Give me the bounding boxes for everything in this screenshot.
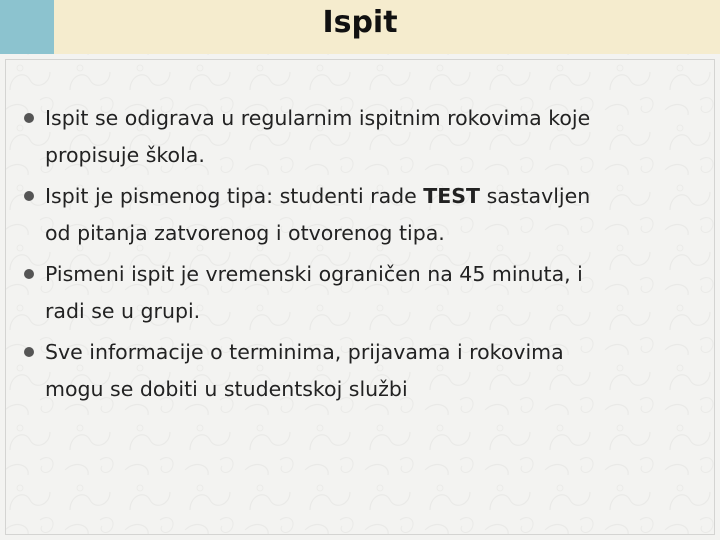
bullet-line: Pismeni ispit je vremenski ograničen na 45 minuta, i (45, 262, 583, 286)
bullet-dot-icon (24, 191, 34, 201)
bullet-line: od pitanja zatvorenog i otvorenog tipa. (45, 221, 445, 245)
bullet-text: Ispit je pismenog tipa: studenti rade (45, 184, 424, 208)
bullet-line (45, 178, 680, 215)
bullet-text: sastavljen (480, 184, 591, 208)
bullet-list (20, 100, 680, 412)
slide-title: Ispit (322, 5, 398, 40)
list-item (20, 100, 680, 174)
bullet-dot-icon (24, 347, 34, 357)
list-item (20, 178, 680, 252)
bullet-line: propisuje škola. (45, 143, 205, 167)
bullet-line: Sve informacije o terminima, prijavama i rokovima (45, 340, 564, 364)
bullet-line: Ispit se odigrava u regularnim ispitnim rokovima koje (45, 106, 591, 130)
bullet-line: mogu se dobiti u studentskoj službi (45, 377, 408, 401)
bullet-dot-icon (24, 269, 34, 279)
bullet-emphasis: TEST (423, 184, 481, 208)
list-item (20, 256, 680, 330)
bullet-line: radi se u grupi. (45, 299, 201, 323)
list-item (20, 334, 680, 408)
bullet-dot-icon (24, 113, 34, 123)
